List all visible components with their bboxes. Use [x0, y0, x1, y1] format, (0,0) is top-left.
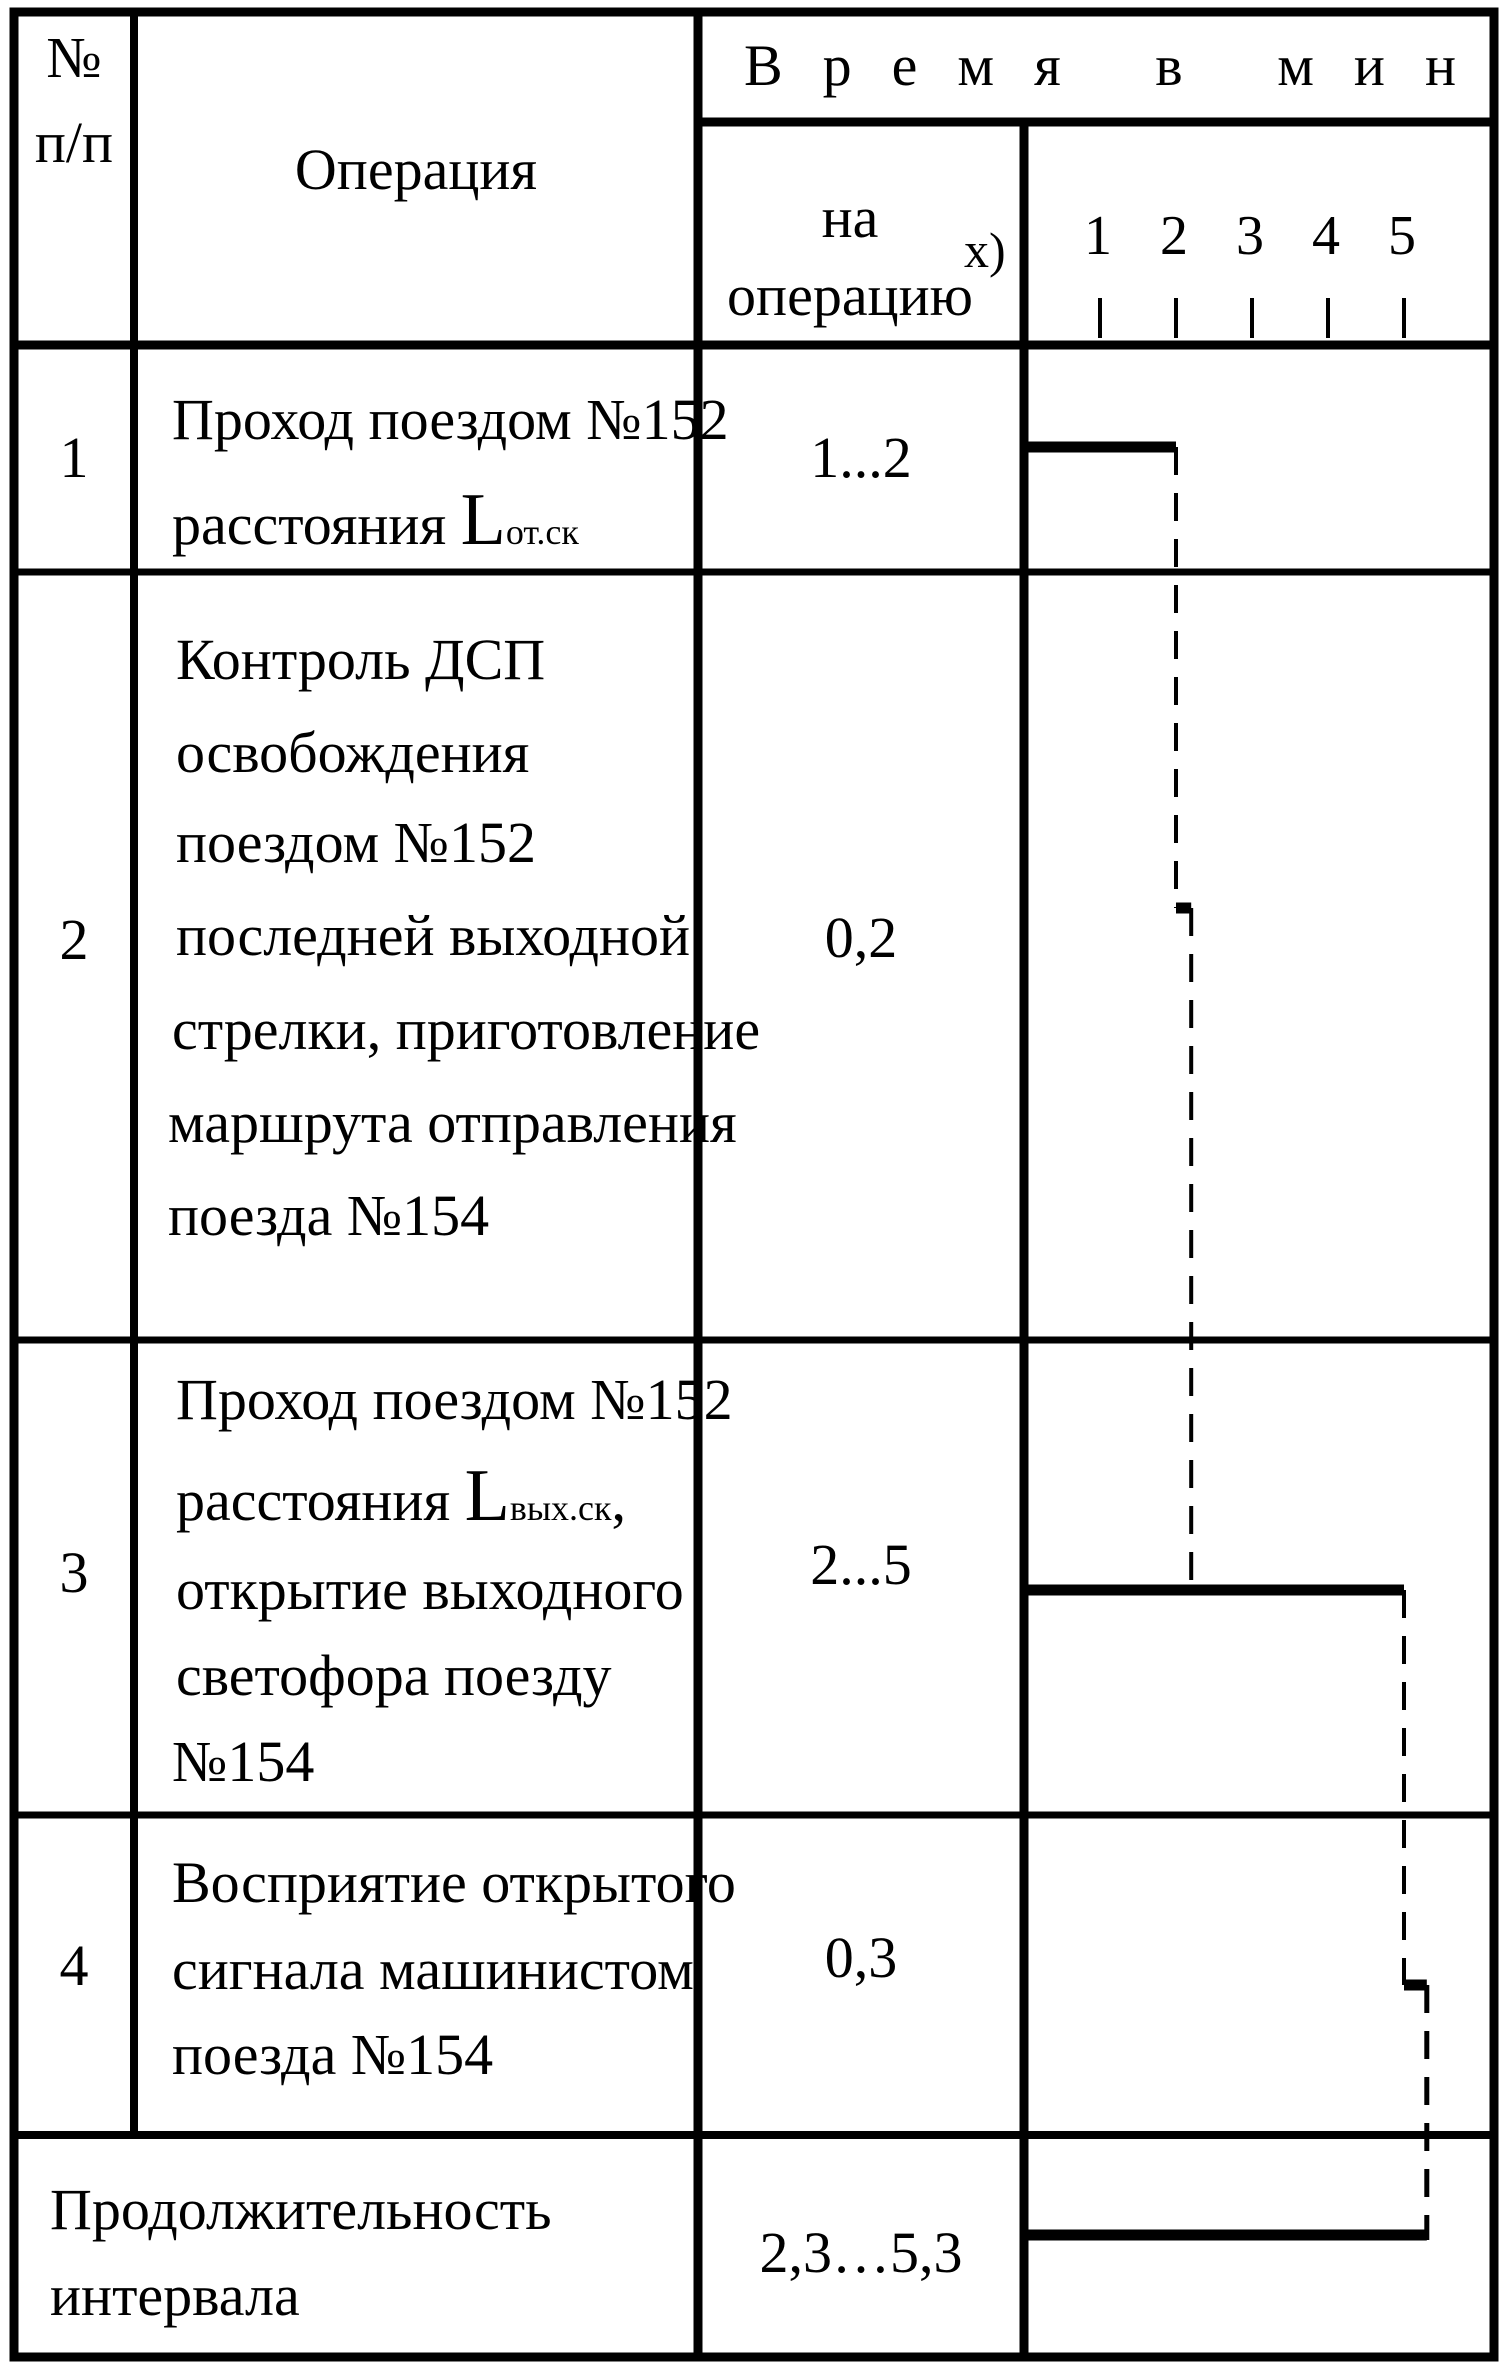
- header-per-op-line1: на: [821, 185, 879, 250]
- row-4-operation-line2: сигнала машинистом: [172, 1937, 694, 2002]
- tick-label-5: 5: [1388, 205, 1416, 267]
- row-3-operation-line3: открытие выходного: [176, 1557, 684, 1622]
- header-operation: Операция: [294, 137, 538, 202]
- row-2-operation-line3: поездом №152: [176, 810, 537, 875]
- row-4-operation-line1: Восприятие открытого: [172, 1850, 736, 1915]
- row-4-num: 4: [59, 1933, 89, 1998]
- row-2-operation-line2: освобождения: [176, 720, 530, 785]
- total-label-line1: Продолжительность: [50, 2177, 552, 2242]
- header-num-symbol: №: [46, 25, 102, 90]
- total-duration: 2,3…5,3: [759, 2220, 963, 2285]
- row-2-operation-line6: маршрута отправления: [168, 1090, 737, 1155]
- row-2-operation-line7: поезда №154: [168, 1183, 490, 1248]
- row-3-num: 3: [59, 1540, 89, 1605]
- row-2-num: 2: [59, 907, 89, 972]
- tick-label-3: 3: [1236, 205, 1264, 267]
- row-3-operation-line4: светофора поезду: [176, 1643, 612, 1708]
- row-3-L-subscript: вых.ск: [509, 1488, 612, 1528]
- row-4-operation-line3: поезда №154: [172, 2022, 494, 2087]
- row-1-L-symbol: L: [460, 479, 506, 561]
- tick-label-4: 4: [1312, 205, 1340, 267]
- row-3-operation-line1: Проход поездом №152: [176, 1367, 733, 1432]
- row-2-operation-line5: стрелки, приготовление: [172, 997, 761, 1062]
- header-per-op-line2: операцию: [727, 263, 973, 328]
- header-time-title: Время в мин: [744, 33, 1496, 98]
- row-1-num: 1: [59, 425, 89, 490]
- tick-label-1: 1: [1084, 205, 1112, 267]
- row-1-operation-line2: расстояния Lот.ск: [172, 479, 579, 561]
- row-2-duration: 0,2: [824, 905, 898, 970]
- tick-label-2: 2: [1160, 205, 1188, 267]
- row-3-L-symbol: L: [464, 1455, 510, 1537]
- header-footnote-mark: х): [964, 222, 1006, 278]
- row-1-L-subscript: от.ск: [505, 512, 579, 552]
- time-axis-ticks: [1100, 298, 1404, 338]
- row-2-operation-line4: последней выходной: [176, 903, 691, 968]
- row-2-operation-line1: Контроль ДСП: [176, 627, 546, 692]
- row-3-operation-line2: расстояния Lвых.ск,: [176, 1455, 626, 1537]
- row-3-duration: 2...5: [810, 1532, 912, 1597]
- total-label-line2: интервала: [50, 2263, 300, 2328]
- row-3-operation-line5: №154: [172, 1729, 315, 1794]
- row-1-duration: 1...2: [810, 425, 912, 490]
- row-4-duration: 0,3: [824, 1925, 898, 1990]
- row-1-operation-line1: Проход поездом №152: [172, 387, 729, 452]
- header-num-label: п/п: [34, 110, 114, 175]
